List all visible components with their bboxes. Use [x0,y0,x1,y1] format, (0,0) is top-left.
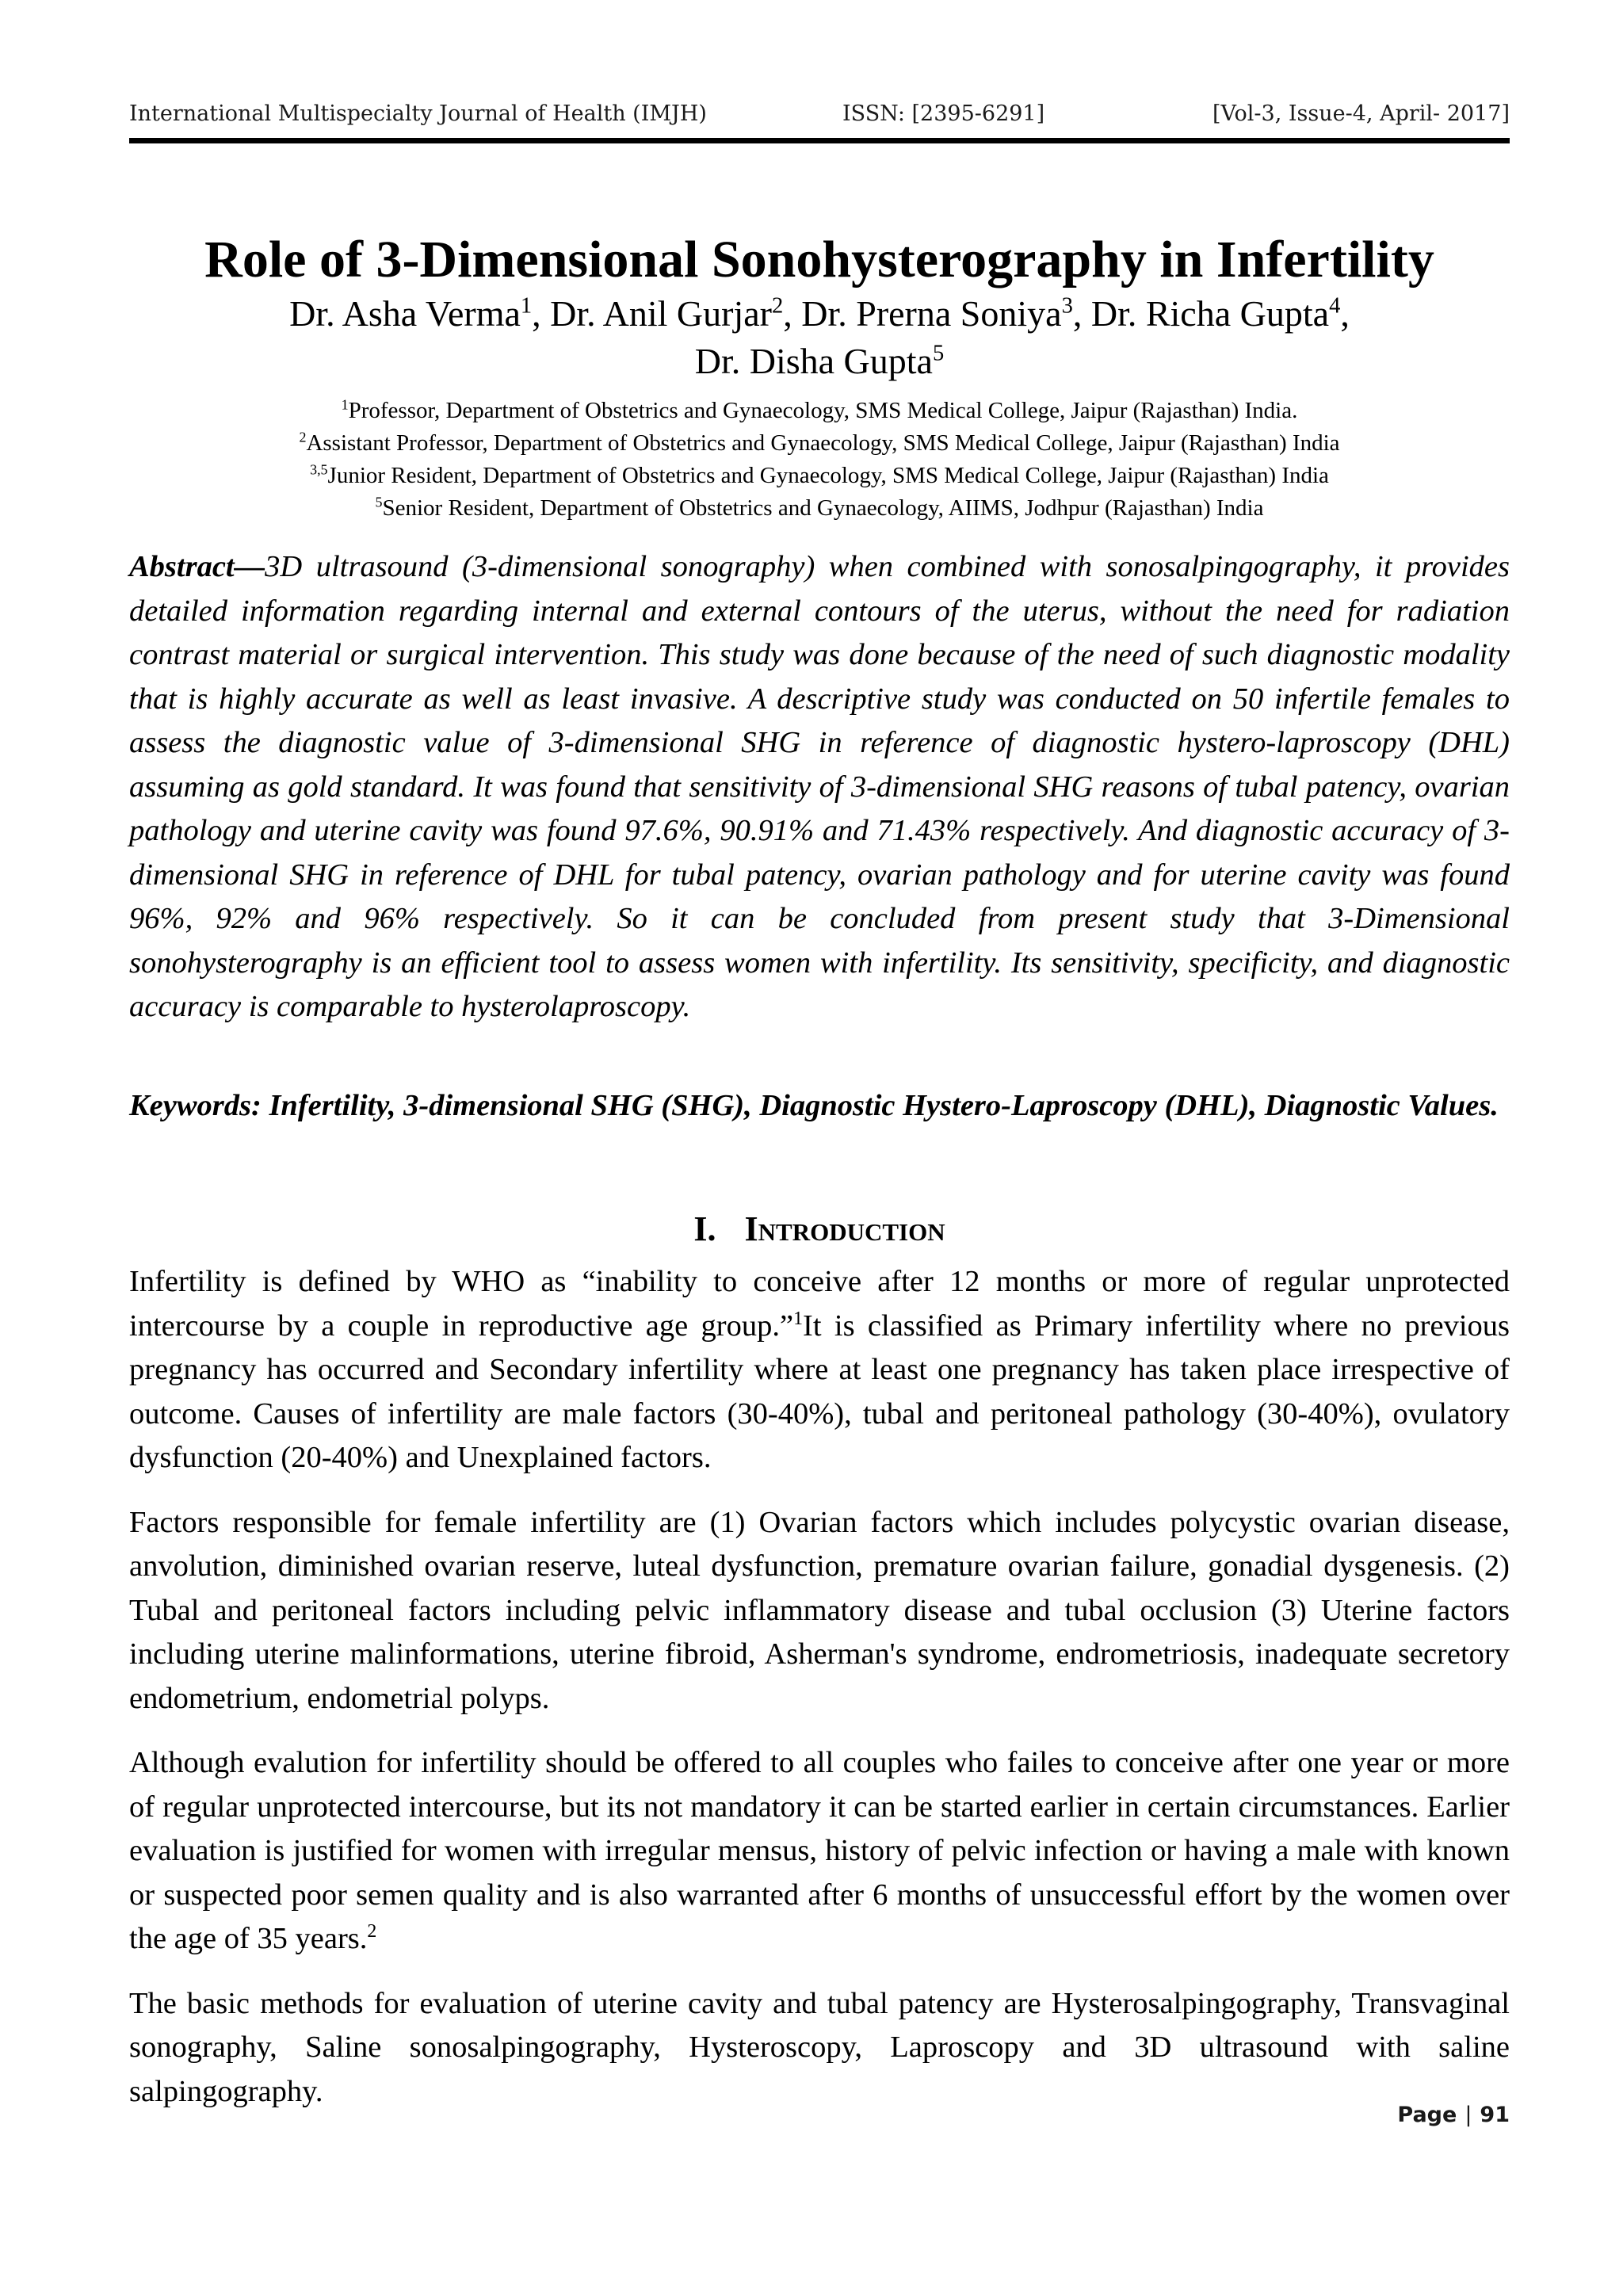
author-name: Dr. Prerna Soniya [801,293,1062,334]
page-footer [1397,2103,1510,2127]
affiliation-sup: 5 [375,494,383,510]
abstract [129,545,1510,1030]
paragraph-text: Infertility is defined by WHO as “inability to conceive after 12 months or more of regular unprotected intercourse by a couple in reproductive age group.” [129,1265,1510,1343]
abstract-text: 3D ultrasound (3-dimensional sonography) when combined with sonosalpingography, it provides detailed information regarding internal and external contours of the uterus, without the need for radiation contrast material or surgical intervention. This study was done because of the need of such diagnostic modality that is highly accurate as well as least invasive. A descriptive study was conducted on 50 infertile females to assess the diagnostic value of 3-dimensional SHG in reference of diagnostic hystero-laproscopy (DHL) assuming as gold standard. It was found that sensitivity of 3-dimensional SHG reasons of tubal patency, ovarian pathology and uterine cavity was found 97.6%, 90.91% and 71.43% respectively. And diagnostic accuracy of 3-dimensional SHG in reference of DHL for tubal patency, ovarian pathology and for uterine cavity was found 96%, 92% and 96% respectively. So it can be concluded from present study that 3-Dimensional sonohysterography is an efficient tool to assess women with infertility. Its sensitivity, specificity, and diagnostic accuracy is comparable to hysterolaproscopy. [129,550,1510,1023]
paragraph-text: Although evalution for infertility should be offered to all couples who failes to conceive after one year or more of regular unprotected intercourse, but its not mandatory it can be started earlier in certain circumstances. Earlier evaluation is justified for women with irregular mensus, history of pelvic infection or having a male with known or suspected poor semen quality and is also warranted after 6 months of unsuccessful effort by the women over the age of 35 years. [129,1746,1510,1955]
affiliation [129,395,1510,427]
page-separator: | [1465,2103,1472,2127]
running-header [129,101,1510,136]
header-rule [129,138,1510,143]
author-sup: 1 [520,293,533,319]
section-number: I. [693,1209,716,1248]
paragraph: Factors responsible for female infertility are (1) Ovarian factors which includes polycystic ovarian disease, anvolution, diminished ovarian reserve, luteal dysfunction, premature ovarian failure, gonadial dysgenesis. (2) Tubal and peritoneal factors including pelvic inflammatory disease and tubal occlusion (3) Uterine factors including uterine malinformations, uterine fibroid, Asherman's syndrome, endrometriosis, inadequate secretory endometrium, endometrial polyps. [129,1505,1510,1715]
affiliation-sup: 3,5 [310,461,328,478]
affiliation [129,492,1510,525]
page-number: 91 [1480,2103,1510,2127]
author-line [129,338,1510,385]
affiliation [129,460,1510,492]
introduction-body [129,1260,1510,2134]
abstract-label: Abstract [129,550,235,583]
section-heading-introduction [129,1209,1510,1249]
citation-ref: 1 [793,1308,804,1329]
affiliation-text: Junior Resident, Department of Obstetrics and Gynaecology, SMS Medical College, Jaipur (Rajasthan) India [327,463,1329,488]
affiliation-text: Assistant Professor, Department of Obstetrics and Gynaecology, SMS Medical College, Jaipur (Rajasthan) India [306,430,1340,456]
citation-ref: 2 [367,1921,377,1943]
author-name: Dr. Asha Verma [289,293,521,334]
page-label: Page [1397,2103,1457,2127]
author-name: Dr. Anil Gurjar [550,293,772,334]
paragraph-text: It is classified as Primary infertility where no previous pregnancy has occurred and Secondary infertility where at least one pregnancy has taken place irrespective of outcome. Causes of infertility are male factors (30-40%), tubal and peritoneal pathology (30-40%), ovulatory dysfunction (20-40%) and Unexplained factors. [129,1308,1510,1474]
volume-issue: [Vol-3, Issue-4, April- 2017] [1212,101,1510,126]
journal-name: International Multispecialty Journal of Health (IMJH) [129,101,707,126]
affiliations [129,395,1510,525]
author-sup: 2 [771,293,784,319]
author-line: Dr. Asha Verma$^1$, Dr. Anil Gurjar$^2$, Dr. Prerna Soniya$^3$, Dr. Richa Gupta$^4$, [289,293,1350,334]
affiliation-text: Professor, Department of Obstetrics and Gynaecology, SMS Medical College, Jaipur (Rajasthan) India. [348,398,1298,423]
author-sup: 4 [1329,293,1341,319]
title-block [129,230,1510,525]
keywords-text: Infertility, 3-dimensional SHG (SHG), Diagnostic Hystero-Laproscopy (DHL), Diagnostic Values. [269,1089,1499,1122]
keywords-label: Keywords: [129,1089,262,1122]
author-name: Dr. Disha Gupta [694,341,933,381]
affiliation-sup: 2 [299,429,307,445]
abstract-dash: — [234,550,265,583]
affiliation-text: Senior Resident, Department of Obstetrics and Gynaecology, AIIMS, Jodhpur (Rajasthan) India [382,495,1264,521]
affiliation-sup: 1 [341,396,349,413]
paragraph [129,1741,1510,1962]
section-title: Introduction [744,1209,945,1248]
affiliation [129,427,1510,460]
author-sup: 3 [1061,293,1073,319]
paragraph [129,1260,1510,1480]
paragraph: The basic methods for evaluation of uterine cavity and tubal patency are Hysterosalpingography, Transvaginal sonography, Saline sonosalpingography, Hysteroscopy, Laproscopy and 3D ultrasound with saline salpingography. [129,1986,1510,2108]
keywords [129,1083,1510,1128]
author-sup: 5 [932,341,945,366]
issn: ISSN: [2395-6291] [842,101,1045,126]
author-name: Dr. Richa Gupta [1090,293,1330,334]
paper-title: Role of 3-Dimensional Sonohysterography in Infertility [204,231,1434,288]
